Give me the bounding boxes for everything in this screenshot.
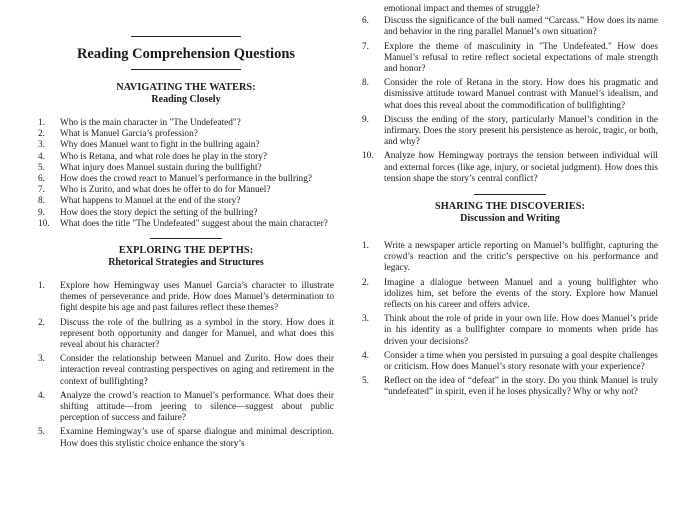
question-text: Imagine a dialogue between Manuel and a young bullfighter who idolizes him, set before the events of the story. Explore how Manuel reflects on his career and offers advice.	[384, 277, 658, 311]
question-text: Why does Manuel want to fight in the bullring again?	[60, 140, 260, 151]
question-text: What does the title "The Undefeated" suggest about the main character?	[60, 218, 328, 229]
question-number: 4.	[38, 390, 45, 401]
question-text: Discuss the ending of the story, particularly Manuel’s condition in the infirmary. Does the story present his persistence as heroic, tragic, or both, and why?	[384, 114, 658, 148]
question-item	[362, 278, 658, 312]
question-number: 4.	[362, 350, 369, 361]
question-item	[362, 314, 658, 348]
question-text: What happens to Manuel at the end of the story?	[60, 196, 241, 207]
question-text: Think about the role of pride in your own life. How does Manuel’s pride in his identity as a bullfighter compare to moments when pride has driven your decisions?	[384, 314, 658, 347]
question-text: Explore how Hemingway uses Manuel Garcia’s character to illustrate themes of perseverance and pride. How does Manuel’s determination to fight despite his age and past failures reflect these themes?	[60, 281, 334, 314]
section-2-rule	[150, 238, 222, 239]
question-item	[38, 219, 334, 230]
question-item	[38, 140, 334, 151]
question-item	[38, 129, 334, 140]
question-number: 5.	[38, 427, 45, 438]
section-3-heading: SHARING THE DISCOVERIES:	[435, 201, 585, 213]
question-number: 1.	[362, 241, 369, 252]
question-item	[362, 151, 658, 185]
question-number: 3.	[38, 354, 45, 365]
question-item	[38, 318, 334, 352]
question-number: 8.	[38, 196, 45, 207]
question-number: 1.	[38, 281, 45, 292]
question-item	[38, 174, 334, 185]
question-text: Discuss the significance of the bull named “Carcass.” How does its name and behavior in the ring parallel Manuel’s own situation?	[384, 16, 658, 38]
question-text: Reflect on the idea of “defeat” in the story. Do you think Manuel is truly “undefeated” in spirit, even if he loses physically? Why or why not?	[384, 376, 658, 398]
question-number: 7.	[362, 41, 369, 52]
question-text: Consider a time when you persisted in pursuing a goal despite challenges or criticism. How does Manuel’s story resonate with your experience?	[384, 350, 658, 373]
question-item	[38, 354, 334, 388]
title-rule-bottom	[131, 69, 241, 70]
question-item	[362, 16, 658, 38]
section-3-rule	[474, 194, 546, 195]
question-text: Consider the role of Retana in the story. How does his pragmatic and dismissive attitude toward Manuel contrast with Manuel’s idealism, and what does this reveal about the commodification of bullfighting?	[384, 78, 658, 111]
question-item	[38, 196, 334, 207]
question-number: 3.	[38, 140, 45, 151]
question-number: 8.	[362, 78, 369, 89]
question-text: Analyze how Hemingway portrays the tension between individual will and external forces (like age, injury, or societal judgment). How does this tension shape the story’s central conflict?	[384, 151, 658, 184]
question-number: 5.	[38, 162, 45, 173]
left-column	[38, 0, 334, 450]
question-text: Discuss the role of the bullring as a symbol in the story. How does it represent both opportunity and danger for Manuel, and what does this reveal about his character?	[60, 317, 334, 351]
question-text: What injury does Manuel sustain during the bullfight?	[60, 162, 262, 173]
question-item	[38, 163, 334, 174]
question-item	[362, 78, 658, 112]
question-number: 2.	[38, 129, 45, 140]
question-number: 1.	[38, 118, 45, 128]
section-2-continuation: emotional impact and themes of struggle?	[384, 4, 540, 14]
question-item	[38, 427, 334, 449]
question-number: 6.	[38, 174, 45, 185]
question-number: 2.	[38, 317, 45, 328]
question-item	[362, 115, 658, 149]
question-number: 6.	[362, 16, 369, 27]
question-item	[38, 152, 334, 163]
question-text: How does the crowd react to Manuel’s performance in the bullring?	[60, 174, 312, 185]
section-3-header	[362, 201, 658, 225]
section-2-questions-part-2	[362, 16, 658, 185]
question-text: Who is the main character in "The Undefeated"?	[60, 118, 241, 128]
question-number: 5.	[362, 376, 369, 387]
question-item	[362, 351, 658, 373]
question-text: How does the story depict the setting of the bullring?	[60, 207, 258, 218]
section-2-questions-part-1	[38, 281, 334, 450]
question-text: Analyze the crowd’s reaction to Manuel’s performance. What does their shifting attitude—from jeering to silence—suggest about public perception of success and failure?	[60, 390, 334, 424]
section-1-header	[38, 82, 334, 106]
question-text: What is Manuel Garcia’s profession?	[60, 129, 198, 140]
title-rule-top	[131, 36, 241, 37]
question-item	[362, 241, 658, 275]
question-number: 10.	[38, 218, 50, 229]
question-item	[362, 42, 658, 76]
question-text: Who is Zurito, and what does he offer to do for Manuel?	[60, 185, 271, 196]
question-text: Examine Hemingway’s use of sparse dialogue and minimal description. How does this stylistic choice enhance the story’s	[60, 427, 334, 449]
section-1-heading: NAVIGATING THE WATERS:	[116, 82, 256, 93]
question-item	[38, 391, 334, 425]
question-number: 9.	[38, 207, 45, 218]
question-item	[362, 376, 658, 398]
question-number: 7.	[38, 185, 45, 196]
section-1-subheading: Reading Closely	[151, 94, 221, 105]
section-2-header	[38, 245, 334, 269]
question-text: Who is Retana, and what role does he play in the story?	[60, 151, 268, 162]
section-1-questions	[38, 118, 334, 230]
section-3-questions	[362, 241, 658, 399]
question-number: 2.	[362, 277, 369, 288]
section-3-subheading: Discussion and Writing	[460, 213, 560, 225]
section-2-heading: EXPLORING THE DEPTHS:	[118, 245, 254, 257]
question-item	[38, 208, 334, 219]
question-number: 4.	[38, 151, 45, 162]
right-column	[362, 0, 658, 399]
question-item	[38, 118, 334, 129]
question-text: Consider the relationship between Manuel and Zurito. How does their interaction reveal contrasting perspectives on aging and retirement in the context of bullfighting?	[60, 354, 334, 387]
question-number: 9.	[362, 114, 369, 125]
page-title: Reading Comprehension Questions	[76, 46, 296, 62]
question-number: 3.	[362, 314, 369, 325]
question-number: 10.	[362, 151, 374, 162]
question-item	[38, 281, 334, 315]
question-item	[38, 185, 334, 196]
question-text: Write a newspaper article reporting on Manuel’s bullfight, capturing the crowd’s reaction and the critic’s perspective on his performance and legacy.	[384, 241, 658, 274]
question-text: Explore the theme of masculinity in "The Undefeated." How does Manuel’s refusal to retire reflect societal expectations of male strength and honor?	[384, 41, 658, 75]
section-2-subheading: Rhetorical Strategies and Structures	[108, 257, 264, 269]
